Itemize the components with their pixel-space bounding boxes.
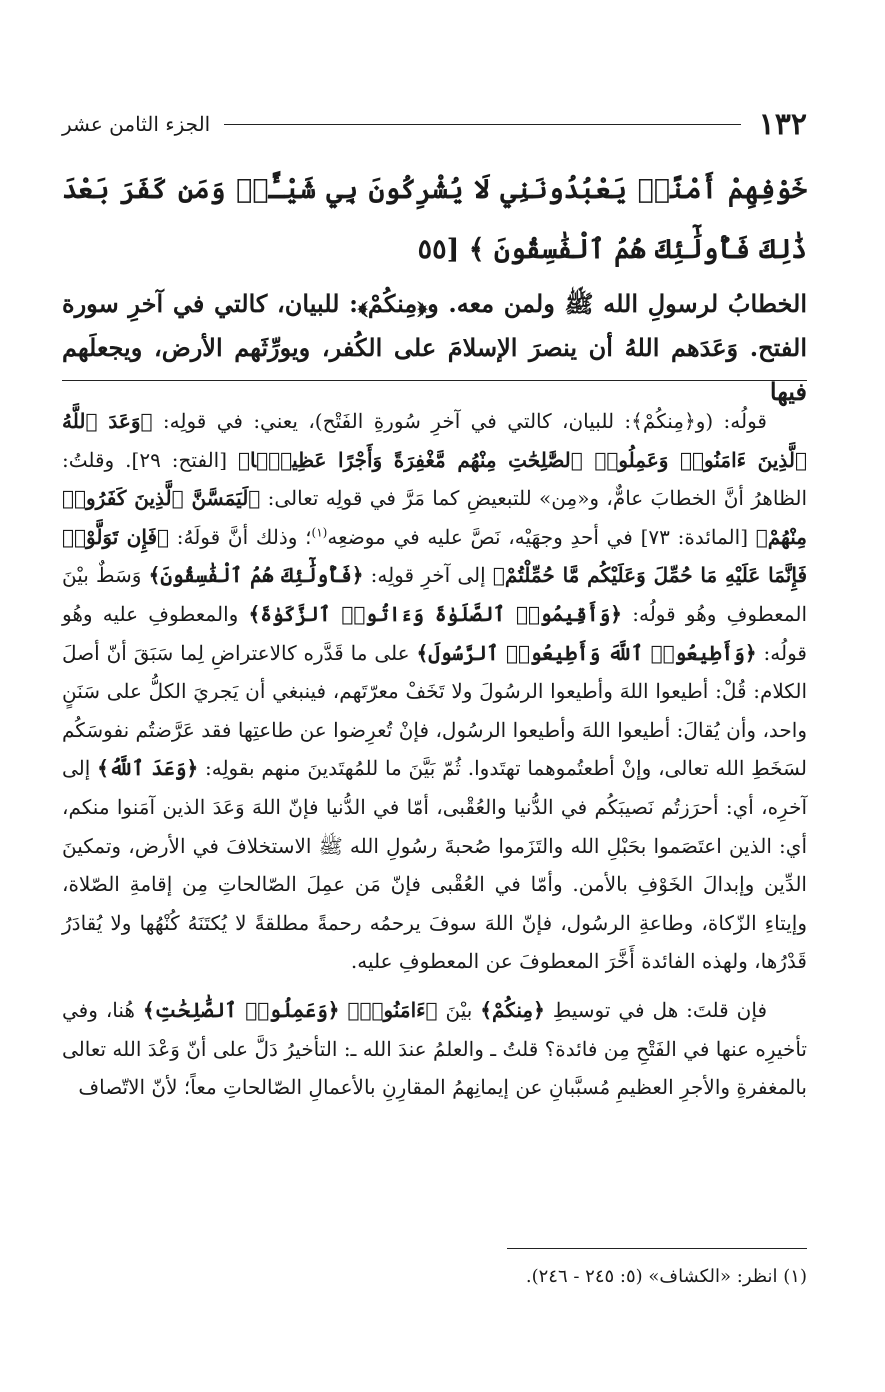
footnote: (١) انظر: «الكشاف» (٥: ٢٤٥ - ٢٤٦). bbox=[525, 1266, 807, 1287]
running-title: الجزء الثامن عشر bbox=[62, 112, 211, 136]
text-run: فإن قلتَ: هل في توسيطِ bbox=[544, 997, 768, 1022]
quran-quote: ﴿فَإِن تَوَلَّوْا۟ فَإِنَّمَا عَلَيْهِ مَا حُمِّلَ وَعَلَيْكُم مَّا حُمِّلْتُمْ﴾ bbox=[62, 524, 808, 588]
quran-verse: خَوْفِهِمْ أَمْنًاۚ يَعْبُدُونَنِي لَا يُشْرِكُونَ بِي شَيْـًٔاۚ وَمَن كَفَرَ بَعْدَ ذَٰلِكَ فَأُولَٰٓئِكَ هُمُ ٱلْفَٰسِقُونَ ﴾ [٥٥ bbox=[62, 174, 807, 265]
text-run: قولُه: (و﴿مِنكُمْ﴾: للبيان، كالتي في آخرِ سُورةِ الفَتْح)، يعني: في قولِه: bbox=[152, 409, 767, 433]
text-run: إلى آخرِ قولِه: bbox=[363, 563, 493, 588]
text-run: وَسَطٌ بيْنَ المعطوفِ وهُو قولُه: bbox=[62, 563, 808, 626]
text-run: هُنا، وفي تأخيرِه عنها في الفَتْحِ مِن فائدة؟ قلتُ ـ والعلمُ عندَ الله ـ: التأخيرُ دَلَّ على أنّ وَعْدَ الله تعالى بالمغفرةِ والأجرِ العظيمِ مُسبَّبانِ عن إيمانِهمُ المقارِنِ بالأعمالِ الصّالحاتِ معاً؛ لأنّ الاتّصاف bbox=[62, 997, 807, 1100]
footnote-reference: (١) bbox=[311, 525, 328, 540]
commentary-section bbox=[62, 402, 807, 1107]
text-run: إلى آخرِه، أي: أحرَزتُم نَصيبَكُم في الدُّنيا والعُقْبى، أمّا في الدُّنيا فإنّ اللهَ وَعَدَ الذين آمَنوا منكم، أي: الذين اعتَصَموا بحَبْلِ الله والتَزَموا صُحبةَ رسُولِ الله ﷺ الاستخلافَ في الأرض، وتمكينَ الدِّين وإبدالَ الخَوْفِ بالأمن. وأمّا في العُقْبى فإنّ مَن عمِلَ الصّالحاتِ مِن إقامةِ الصّلاة، وإيتاءِ الزّكاة، وطاعةِ الرسُول، فإنّ اللهَ سوفَ يرحمُه رحمةً مطلقةً لا يُكتَنَهُ كُنْهُها ولا يُقادَرُ قَدْرُها، ولهذه الفائدة أَخَّرَ المعطوفَ عن المعطوفِ عليه. bbox=[62, 756, 807, 974]
quran-quote: ﴿فَأُولَٰٓئِكَ هُمُ ٱلْفَٰسِقُونَ﴾ bbox=[148, 563, 364, 588]
text-run: [الفتح: ٢٩]. وقلتُ: الظاهرُ أنَّ الخطابَ عامٌّ، و«مِن» للتبعيضِ كما مَرَّ في قولِه تعالى: bbox=[62, 447, 807, 511]
commentary-paragraph-2 bbox=[62, 991, 807, 1107]
quran-quote: ﴿وَعَدَ ٱللَّهُ﴾ bbox=[97, 756, 199, 781]
text-run: والمعطوفِ عليه وهُو قولُه: bbox=[62, 601, 807, 665]
text-run: [المائدة: ٧٣] في أحدِ وجهَيْه، نَصَّ عليه في موضعِه bbox=[327, 524, 756, 549]
tafsir-text: الخطابُ لرسولِ الله ﷺ ولمن معه. و﴿مِنكُمْ﴾: للبيان، كالتي في آخرِ سورة الفتح. وَعَدَهم اللهُ أن ينصرَ الإسلامَ على الكُفر، ويورِّثَهم الأرض، ويجعلَهم فيها bbox=[62, 289, 807, 406]
page-header bbox=[62, 104, 807, 144]
footnote-separator-rule bbox=[507, 1248, 807, 1249]
text-run: بيْنَ bbox=[437, 997, 481, 1022]
quran-quote: ﴿ءَامَنُوا۟﴾ bbox=[347, 997, 438, 1022]
quran-quote: ﴿وَعَدَ ٱللَّهُ ٱلَّذِينَ ءَامَنُوا۟ وَعَمِلُوا۟ ٱلصَّٰلِحَٰتِ مِنْهُم مَّغْفِرَةً وَأَجْرًا عَظِيمًۢا﴾ bbox=[62, 409, 808, 472]
quran-quote: ﴿وَأَقِيمُوا۟ ٱلصَّلَوٰةَ وَءَاتُوا۟ ٱلزَّكَوٰةَ﴾ bbox=[248, 601, 623, 626]
text-run: على ما قَدَّره كالاعتراضِ لِما سَبَقَ أنّ أصلَ الكلام: قُلْ: أطيعوا اللهَ وأطيعوا الرسُولَ ولا تَخَفْ معرّتَهم، فينبغي أن يَجريَ الكلُّ على سَنَنٍ واحد، وأن يُقالَ: أطيعوا اللهَ وأطيعوا الرسُول، فإنْ تُعرِضوا عن طاعتِها فقد عَرَّضتُم نفوسَكُم لسَخَطِ الله تعالى، وإنْ أطعتُموهما تهتَدوا. ثُمّ بَيَّنَ ما للمُهتَدينَ منهم بقولِه: bbox=[62, 640, 808, 781]
quran-quote: ﴿مِنكُمْ﴾ bbox=[480, 997, 545, 1022]
commentary-paragraph-1 bbox=[62, 402, 807, 981]
quran-quote: ﴿وَأَطِيعُوا۟ ٱللَّهَ وَأَطِيعُوا۟ ٱلرَّسُولَ﴾ bbox=[416, 640, 757, 665]
quran-quote: ﴿لَيَمَسَّنَّ ٱلَّذِينَ كَفَرُوا۟ مِنْهُمْ﴾ bbox=[62, 486, 808, 549]
tafsir-separator-rule bbox=[62, 380, 807, 381]
page-number: ١٣٢ bbox=[758, 106, 807, 142]
quran-quote: ﴿وَعَمِلُوا۟ ٱلصَّٰلِحَٰتِ﴾ bbox=[142, 997, 340, 1022]
text-run: ؛ وذلك أنَّ قولَهُ: bbox=[169, 524, 312, 549]
header-rule bbox=[224, 124, 740, 125]
